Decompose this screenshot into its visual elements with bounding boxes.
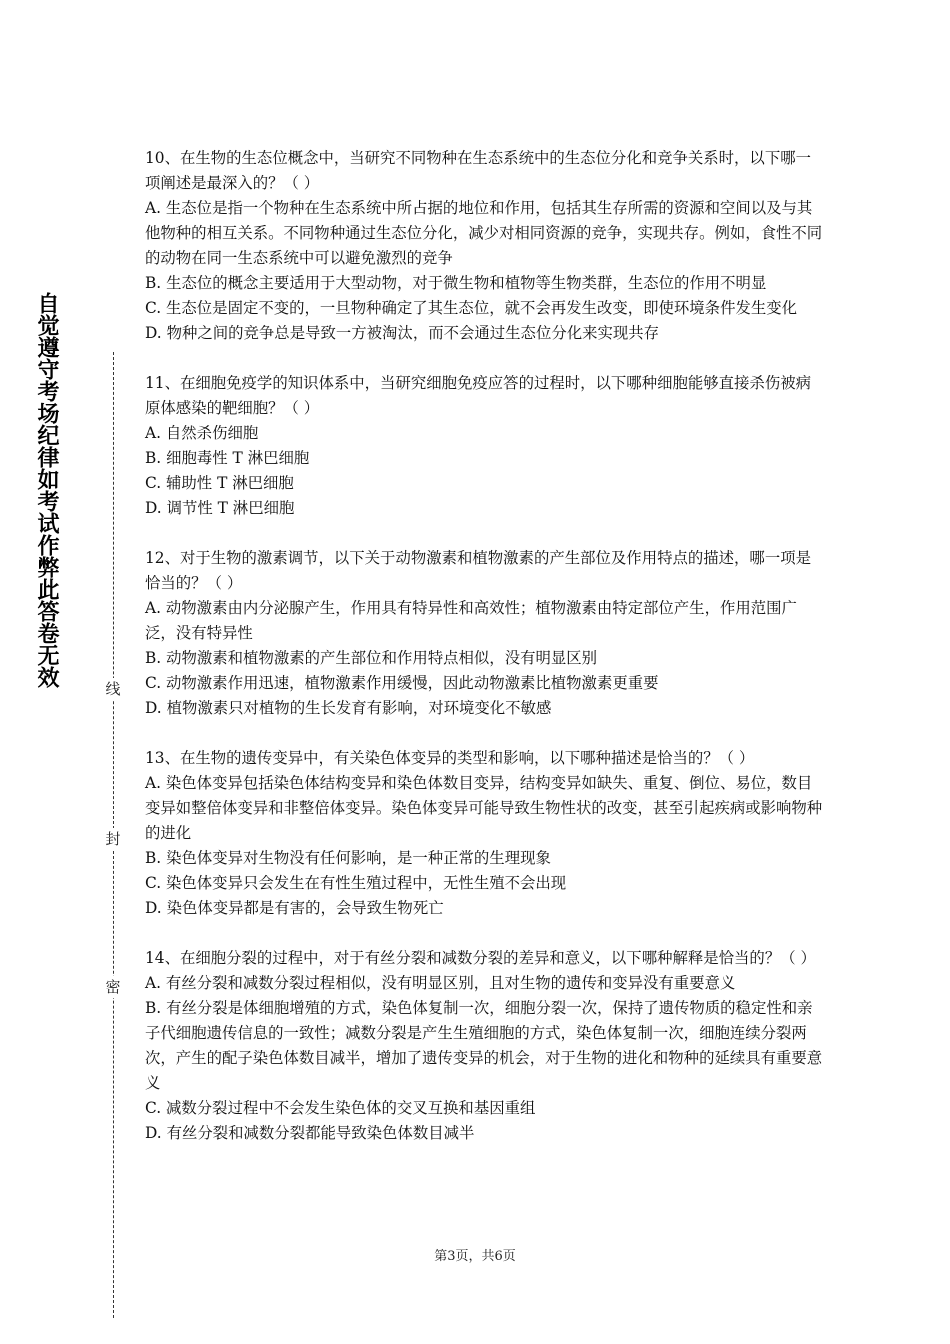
option-c: C. 染色体变异只会发生在有性生殖过程中，无性生殖不会出现 bbox=[145, 874, 567, 892]
option-b: B. 染色体变异对生物没有任何影响，是一种正常的生理现象 bbox=[145, 849, 551, 867]
option-c: C. 减数分裂过程中不会发生染色体的交叉互换和基因重组 bbox=[145, 1099, 536, 1117]
option-b: B. 生态位的概念主要适用于大型动物，对于微生物和植物等生物类群，生态位的作用不明显 bbox=[145, 274, 767, 292]
question-12 bbox=[145, 546, 825, 721]
option-d: D. 有丝分裂和减数分裂都能导致染色体数目减半 bbox=[145, 1124, 475, 1142]
question-stem: 12、对于生物的激素调节，以下关于动物激素和植物激素的产生部位及作用特点的描述，哪一项是恰当的？（ ） bbox=[145, 549, 811, 592]
question-stem: 11、在细胞免疫学的知识体系中，当研究细胞免疫应答的过程时，以下哪种细胞能够直接杀伤被病原体感染的靶细胞？（ ） bbox=[145, 374, 811, 417]
option-c: C. 生态位是固定不变的，一旦物种确定了其生态位，就不会再发生改变，即使环境条件发生变化 bbox=[145, 299, 798, 317]
option-a: A. 染色体变异包括染色体结构变异和染色体数目变异，结构变异如缺失、重复、倒位、易位，数目变异如整倍体变异和非整倍体变异。染色体变异可能导致生物性状的改变，甚至引起疾病或影响物种的进化 bbox=[145, 774, 823, 842]
page-number: 第3页，共6页 bbox=[434, 1249, 516, 1264]
binding-label-seal: 封 bbox=[103, 828, 123, 850]
option-a: A. 有丝分裂和减数分裂过程相似，没有明显区别，且对生物的遗传和变异没有重要意义 bbox=[145, 974, 736, 992]
option-a: A. 生态位是指一个物种在生态系统中所占据的地位和作用，包括其生存所需的资源和空间以及与其他物种的相互关系。不同物种通过生态位分化，减少对相同资源的竞争，实现共存。例如，食性不同的动物在同一生态系统中可以避免激烈的竞争 bbox=[145, 199, 823, 267]
question-stem: 13、在生物的遗传变异中，有关染色体变异的类型和影响，以下哪种描述是恰当的？（ ） bbox=[145, 749, 755, 767]
option-d: D. 染色体变异都是有害的，会导致生物死亡 bbox=[145, 899, 444, 917]
question-stem: 10、在生物的生态位概念中，当研究不同物种在生态系统中的生态位分化和竞争关系时，以下哪一项阐述是最深入的？（ ） bbox=[145, 149, 811, 192]
exam-discipline-notice: 自觉遵守考场纪律如考试作弊此答卷无效 bbox=[34, 292, 59, 688]
question-14 bbox=[145, 946, 825, 1146]
option-b: B. 有丝分裂是体细胞增殖的方式，染色体复制一次，细胞分裂一次，保持了遗传物质的稳定性和亲子代细胞遗传信息的一致性；减数分裂是产生生殖细胞的方式，染色体复制一次，细胞连续分裂两次，产生的配子染色体数目减半，增加了遗传变异的机会，对于生物的进化和物种的延续具有重要意义 bbox=[145, 999, 823, 1092]
option-b: B. 细胞毒性 T 淋巴细胞 bbox=[145, 449, 310, 467]
question-10 bbox=[145, 146, 825, 346]
option-a: A. 自然杀伤细胞 bbox=[145, 424, 259, 442]
option-d: D. 植物激素只对植物的生长发育有影响，对环境变化不敏感 bbox=[145, 699, 552, 717]
question-13 bbox=[145, 746, 825, 921]
option-c: C. 动物激素作用迅速，植物激素作用缓慢，因此动物激素比植物激素更重要 bbox=[145, 674, 659, 692]
binding-label-secret: 密 bbox=[103, 976, 123, 998]
option-a: A. 动物激素由内分泌腺产生，作用具有特异性和高效性；植物激素由特定部位产生，作用范围广泛，没有特异性 bbox=[145, 599, 797, 642]
question-11 bbox=[145, 371, 825, 521]
option-d: D. 调节性 T 淋巴细胞 bbox=[145, 499, 295, 517]
question-stem: 14、在细胞分裂的过程中，对于有丝分裂和减数分裂的差异和意义，以下哪种解释是恰当的？（ ） bbox=[145, 949, 816, 967]
option-b: B. 动物激素和植物激素的产生部位和作用特点相似，没有明显区别 bbox=[145, 649, 598, 667]
option-c: C. 辅助性 T 淋巴细胞 bbox=[145, 474, 294, 492]
option-d: D. 物种之间的竞争总是导致一方被淘汰，而不会通过生态位分化来实现共存 bbox=[145, 324, 660, 342]
binding-label-line: 线 bbox=[103, 678, 123, 700]
question-list bbox=[145, 146, 825, 1171]
